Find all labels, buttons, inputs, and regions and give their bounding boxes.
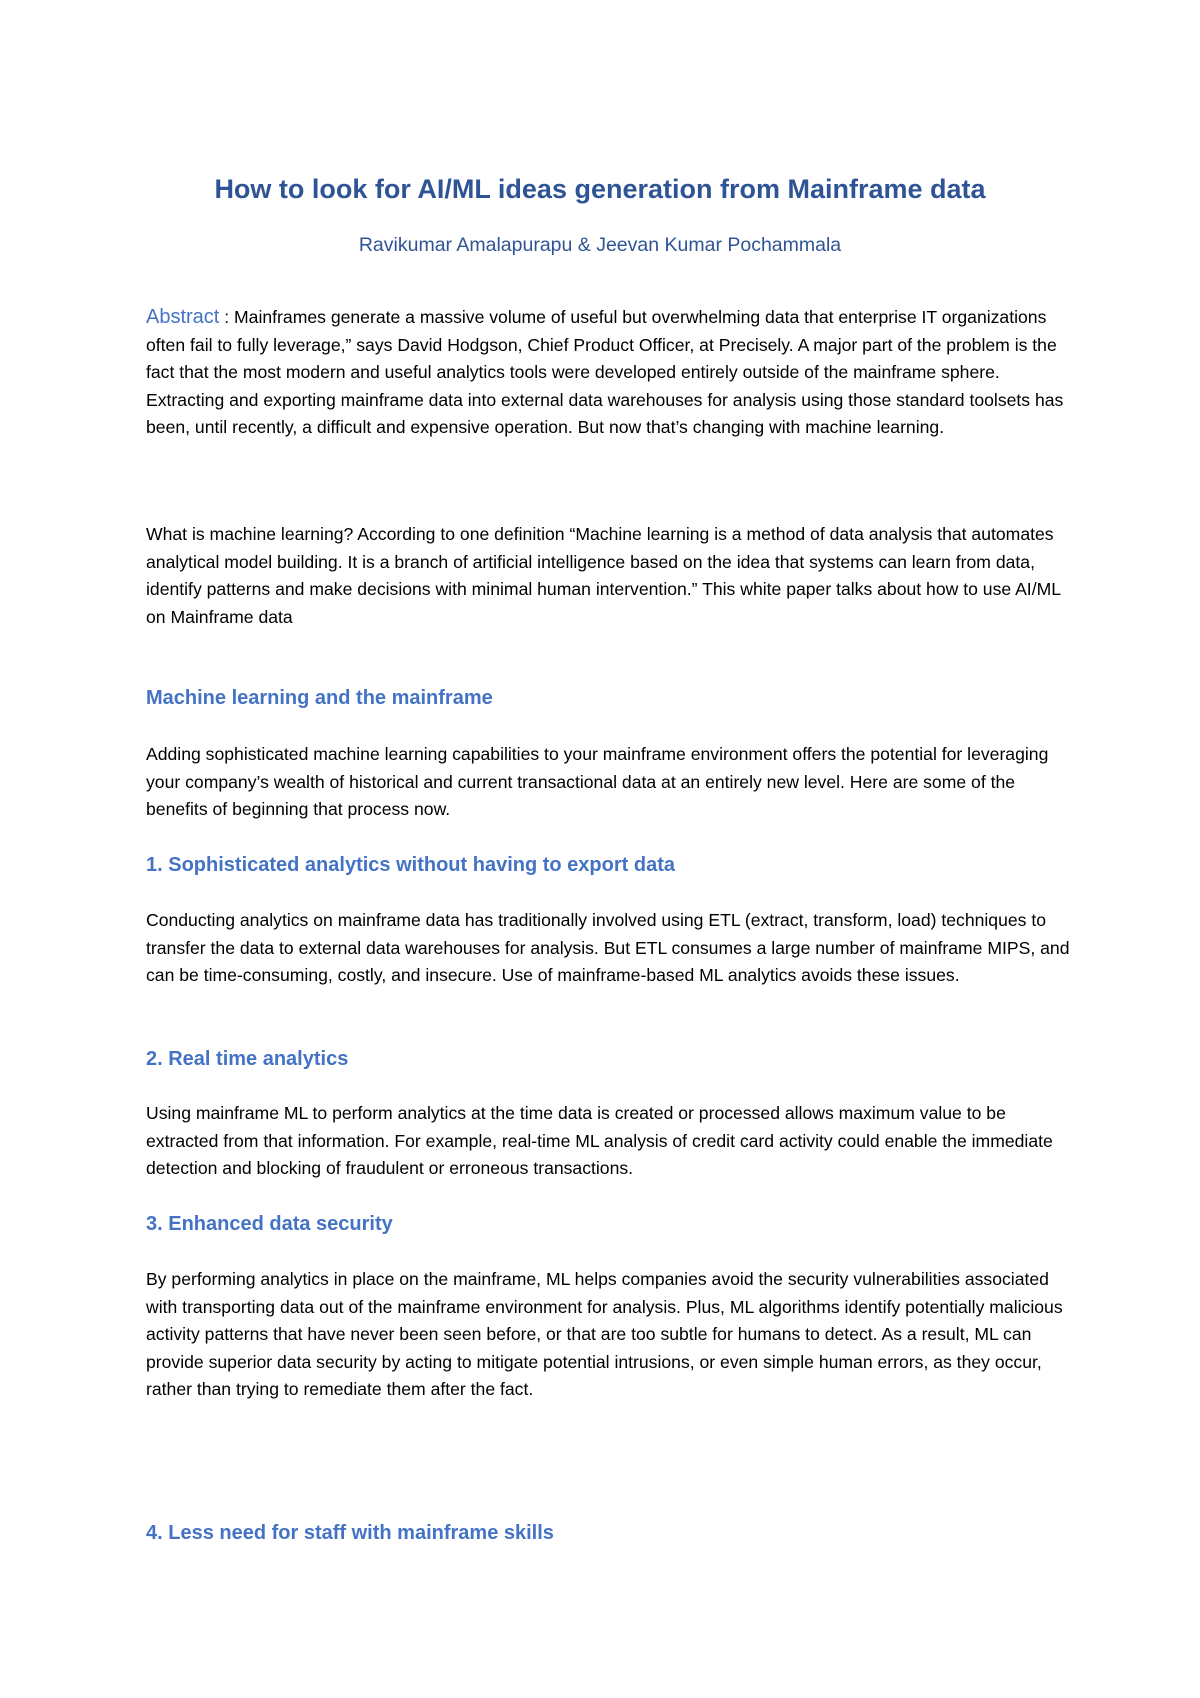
abstract-text: Mainframes generate a massive volume of useful but overwhelming data that enterprise IT organizations often fail to fully leverage,” says David Hodgson, Chief Product Officer, at Precisely. A major part of the problem is the fact that the most modern and useful analytics tools were developed entirely outside of the mainframe sphere. Extracting and exporting mainframe data into external data warehouses for analysis using those standard toolsets has been, until recently, a difficult and expensive operation. But now that’s changing with machine learning. (146, 307, 1064, 437)
section-heading-real-time-analytics: 2. Real time analytics (146, 1048, 349, 1070)
abstract-label: Abstract (146, 306, 220, 328)
section-body-real-time-analytics: Using mainframe ML to perform analytics at the time data is created or processed allows maximum value to be extracted from that information. For example, real-time ML analysis of credit card activity could enable the immediate detection and blocking of fraudulent or erroneous transactions. (146, 1103, 1053, 1178)
section-body-analytics-without-export: Conducting analytics on mainframe data has traditionally involved using ETL (extract, transform, load) techniques to transfer the data to external data warehouses for analysis. But ETL consumes a large number of mainframe MIPS, and can be time-consuming, costly, and insecure. Use of mainframe-based ML analytics avoids these issues. (146, 910, 1070, 985)
section-heading-analytics-without-export: 1. Sophisticated analytics without having to export data (146, 854, 675, 876)
intro-paragraph: What is machine learning? According to one definition “Machine learning is a method of data analysis that automates analytical model building. It is a branch of artificial intelligence based on the idea that systems can learn from data, identify patterns and make decisions with minimal human intervention.” This white paper talks about how to use AI/ML on Mainframe data (146, 524, 1061, 627)
paper-title: How to look for AI/ML ideas generation from Mainframe data (214, 174, 986, 204)
section-heading-less-staff: 4. Less need for staff with mainframe skills (146, 1522, 554, 1544)
abstract-separator: : (219, 307, 235, 327)
section-body-enhanced-security: By performing analytics in place on the mainframe, ML helps companies avoid the security vulnerabilities associated with transporting data out of the mainframe environment for analysis. Plus, ML algorithms identify potentially malicious activity patterns that have never been seen before, or that are too subtle for humans to detect. As a result, ML can provide superior data security by acting to mitigate potential intrusions, or even simple human errors, as they occur, rather than trying to remediate them after the fact. (146, 1269, 1063, 1399)
paper-authors: Ravikumar Amalapurapu & Jeevan Kumar Pochammala (358, 234, 842, 256)
abstract-paragraph (146, 304, 1076, 442)
section-heading-machine-learning: Machine learning and the mainframe (146, 687, 493, 709)
section-body-machine-learning: Adding sophisticated machine learning capabilities to your mainframe environment offers the potential for leveraging your company’s wealth of historical and current transactional data at an entirely new level. Here are some of the benefits of beginning that process now. (146, 744, 1049, 819)
section-heading-enhanced-security: 3. Enhanced data security (146, 1213, 393, 1235)
